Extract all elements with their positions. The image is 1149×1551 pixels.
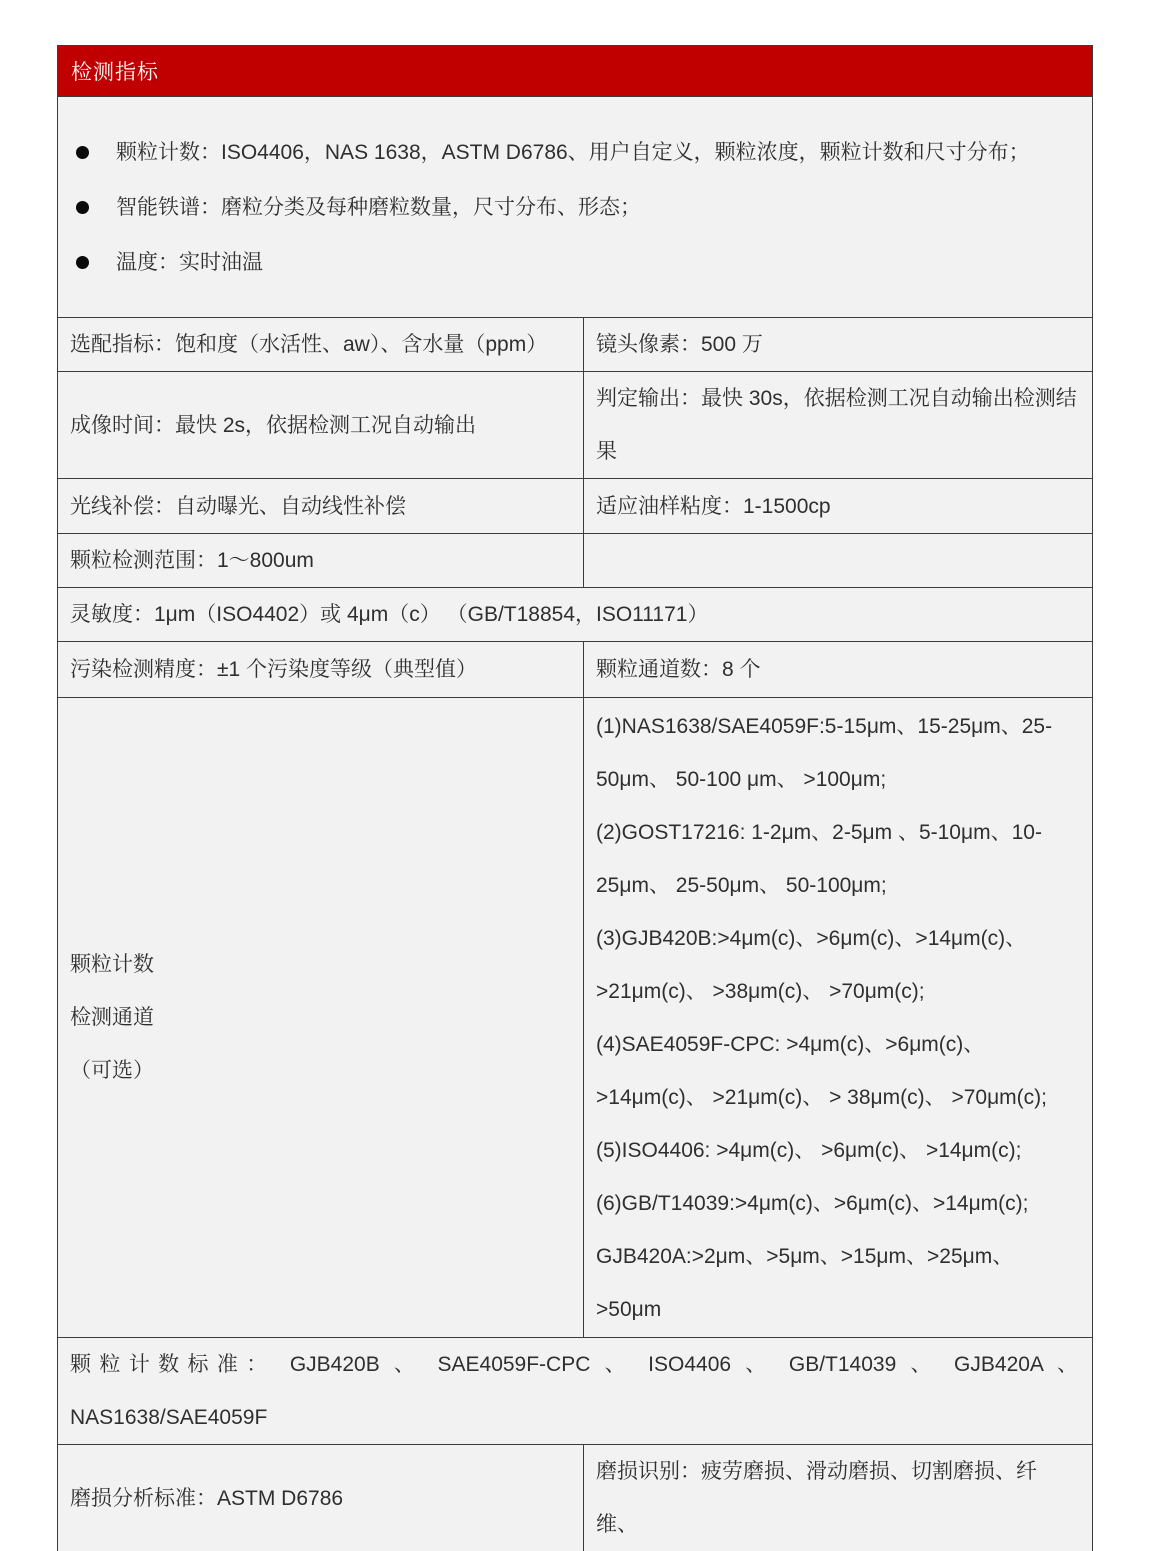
spec-table [57,45,1093,1551]
cell-particle-channel-count: 颗粒通道数：8 个 [583,642,1092,697]
cell-particle-range: 颗粒检测范围：1～800um [70,549,314,572]
channel-spec-line: GJB420A:>2μm、>5μm、>15μm、>25μm、>50μm [596,1244,1014,1321]
cell-oil-viscosity: 适应油样粘度：1-1500cp [583,479,1092,533]
section-header [58,46,1092,96]
table-row [58,533,1092,587]
cell-sensitivity: 灵敏度：1μm（ISO4402）或 4μm（c） （GB/T18854，ISO11171） [70,603,709,626]
cell-light-compensation: 光线补偿：自动曝光、自动线性补偿 [70,494,406,518]
cell-wear-analysis-standard: 磨损分析标准：ASTM D6786 [70,1486,344,1510]
bullet-text-temperature: 温度：实时油温 [116,250,263,274]
channel-spec-line: (3)GJB420B:>4μm(c)、>6μm(c)、>14μm(c)、>21μm(c)、 >38μm(c)、 >70μm(c); [596,926,1027,1003]
table-row [58,641,1092,697]
table-row [58,587,1092,641]
table-row [58,1444,1092,1551]
bullet-section-row [58,96,1092,317]
cell-optional-metrics: 选配指标：饱和度（水活性、aw）、含水量（ppm） [70,333,548,356]
list-item [76,235,1078,290]
table-row [58,371,1092,478]
cell-empty [583,534,1092,587]
table-row [58,478,1092,533]
cell-imaging-time: 成像时间：最快 2s，依据检测工况自动输出 [70,413,477,437]
cell-wear-recognition: 磨损识别：疲劳磨损、滑动磨损、切割磨损、纤维、 [583,1445,1092,1551]
list-item [76,180,1078,235]
cell-particle-count-standards [58,1338,1092,1444]
standards-line-1: 颗粒计数标准： GJB420B 、 SAE4059F-CPC 、 ISO4406 、 GB/T14039 、 GJB420A 、 [70,1353,1078,1376]
table-row [58,317,1092,371]
channel-spec-line: (5)ISO4406: >4μm(c)、 >6μm(c)、 >14μm(c); [596,1138,1022,1162]
cell-channels-label [58,698,583,1337]
bullet-icon [76,125,116,180]
bullet-list [58,97,1092,317]
cell-contamination-accuracy: 污染检测精度：±1 个污染度等级（典型值） [70,658,478,681]
list-item [76,125,1078,180]
table-row-channels [58,697,1092,1337]
standards-line-2: NAS1638/SAE4059F [70,1406,268,1429]
channels-label-line: 颗粒计数 [70,953,154,976]
bullet-text-smart-ferrography: 智能铁谱：磨粒分类及每种磨粒数量，尺寸分布、形态； [116,195,641,219]
section-title: 检测指标 [71,61,159,84]
table-row-standards [58,1337,1092,1444]
channels-label-line: 检测通道 [70,1006,154,1029]
bullet-text-particle-count: 颗粒计数：ISO4406，NAS 1638，ASTM D6786、用户自定义，颗粒浓度，颗粒计数和尺寸分布； [116,140,1030,164]
cell-lens-pixels: 镜头像素：500 万 [583,318,1092,371]
channel-spec-line: (1)NAS1638/SAE4059F:5-15μm、15-25μm、25-50μm、 50-100 μm、 >100μm; [596,714,1053,791]
bullet-icon [76,180,116,235]
channel-spec-line: (4)SAE4059F-CPC: >4μm(c)、>6μm(c)、>14μm(c)、 >21μm(c)、 > 38μm(c)、 >70μm(c); [596,1032,1047,1109]
cell-channels-detail [583,698,1092,1337]
channels-label-line: （可选） [70,1059,154,1082]
channel-spec-line: (2)GOST17216: 1-2μm、2-5μm 、5-10μm、10-25μm、 25-50μm、 50-100μm; [596,820,1042,897]
bullet-icon [76,235,116,290]
channel-spec-line: (6)GB/T14039:>4μm(c)、>6μm(c)、>14μm(c); [596,1191,1029,1215]
cell-judgment-output: 判定输出：最快 30s，依据检测工况自动输出检测结果 [583,372,1092,478]
